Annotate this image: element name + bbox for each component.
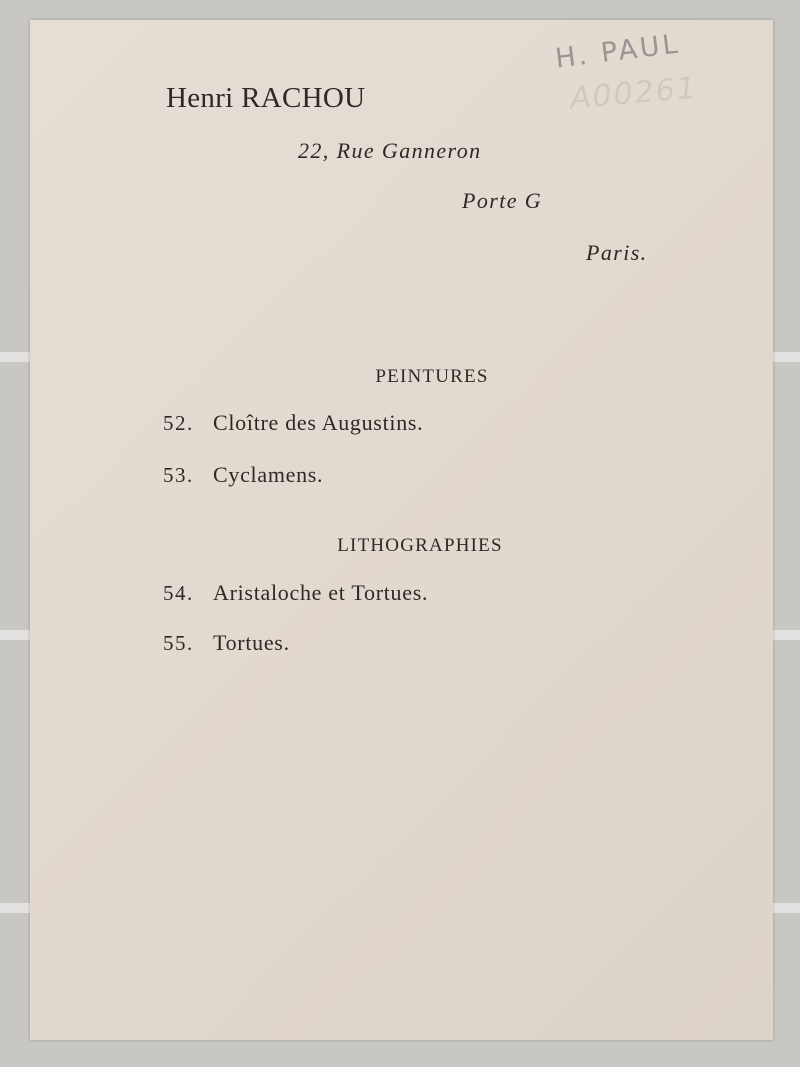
- handwritten-annotation-name: H. PAUL: [553, 28, 683, 75]
- address-street: 22, Rue Ganneron: [298, 138, 482, 163]
- section-heading-lithographies: LITHOGRAPHIES: [337, 535, 503, 556]
- item-title: Cloître des Augustins.: [213, 410, 424, 435]
- item-title: Tortues.: [213, 630, 290, 655]
- item-title: Aristaloche et Tortues.: [213, 580, 429, 605]
- item-title: Cyclamens.: [213, 462, 324, 487]
- list-item: [163, 462, 323, 488]
- item-number: 53.: [163, 463, 194, 487]
- list-item: [163, 410, 423, 436]
- item-number: 52.: [163, 411, 194, 435]
- address-city: Paris.: [586, 240, 648, 265]
- handwritten-annotation-reference: A00261: [568, 70, 700, 117]
- address-door: Porte G: [462, 188, 543, 213]
- artist-name: Henri RACHOU: [166, 82, 366, 114]
- list-item: [163, 630, 290, 656]
- catalogue-page: [30, 20, 773, 1040]
- item-number: 54.: [163, 581, 194, 605]
- item-number: 55.: [163, 631, 194, 655]
- section-heading-peintures: PEINTURES: [375, 366, 489, 387]
- list-item: [163, 580, 428, 606]
